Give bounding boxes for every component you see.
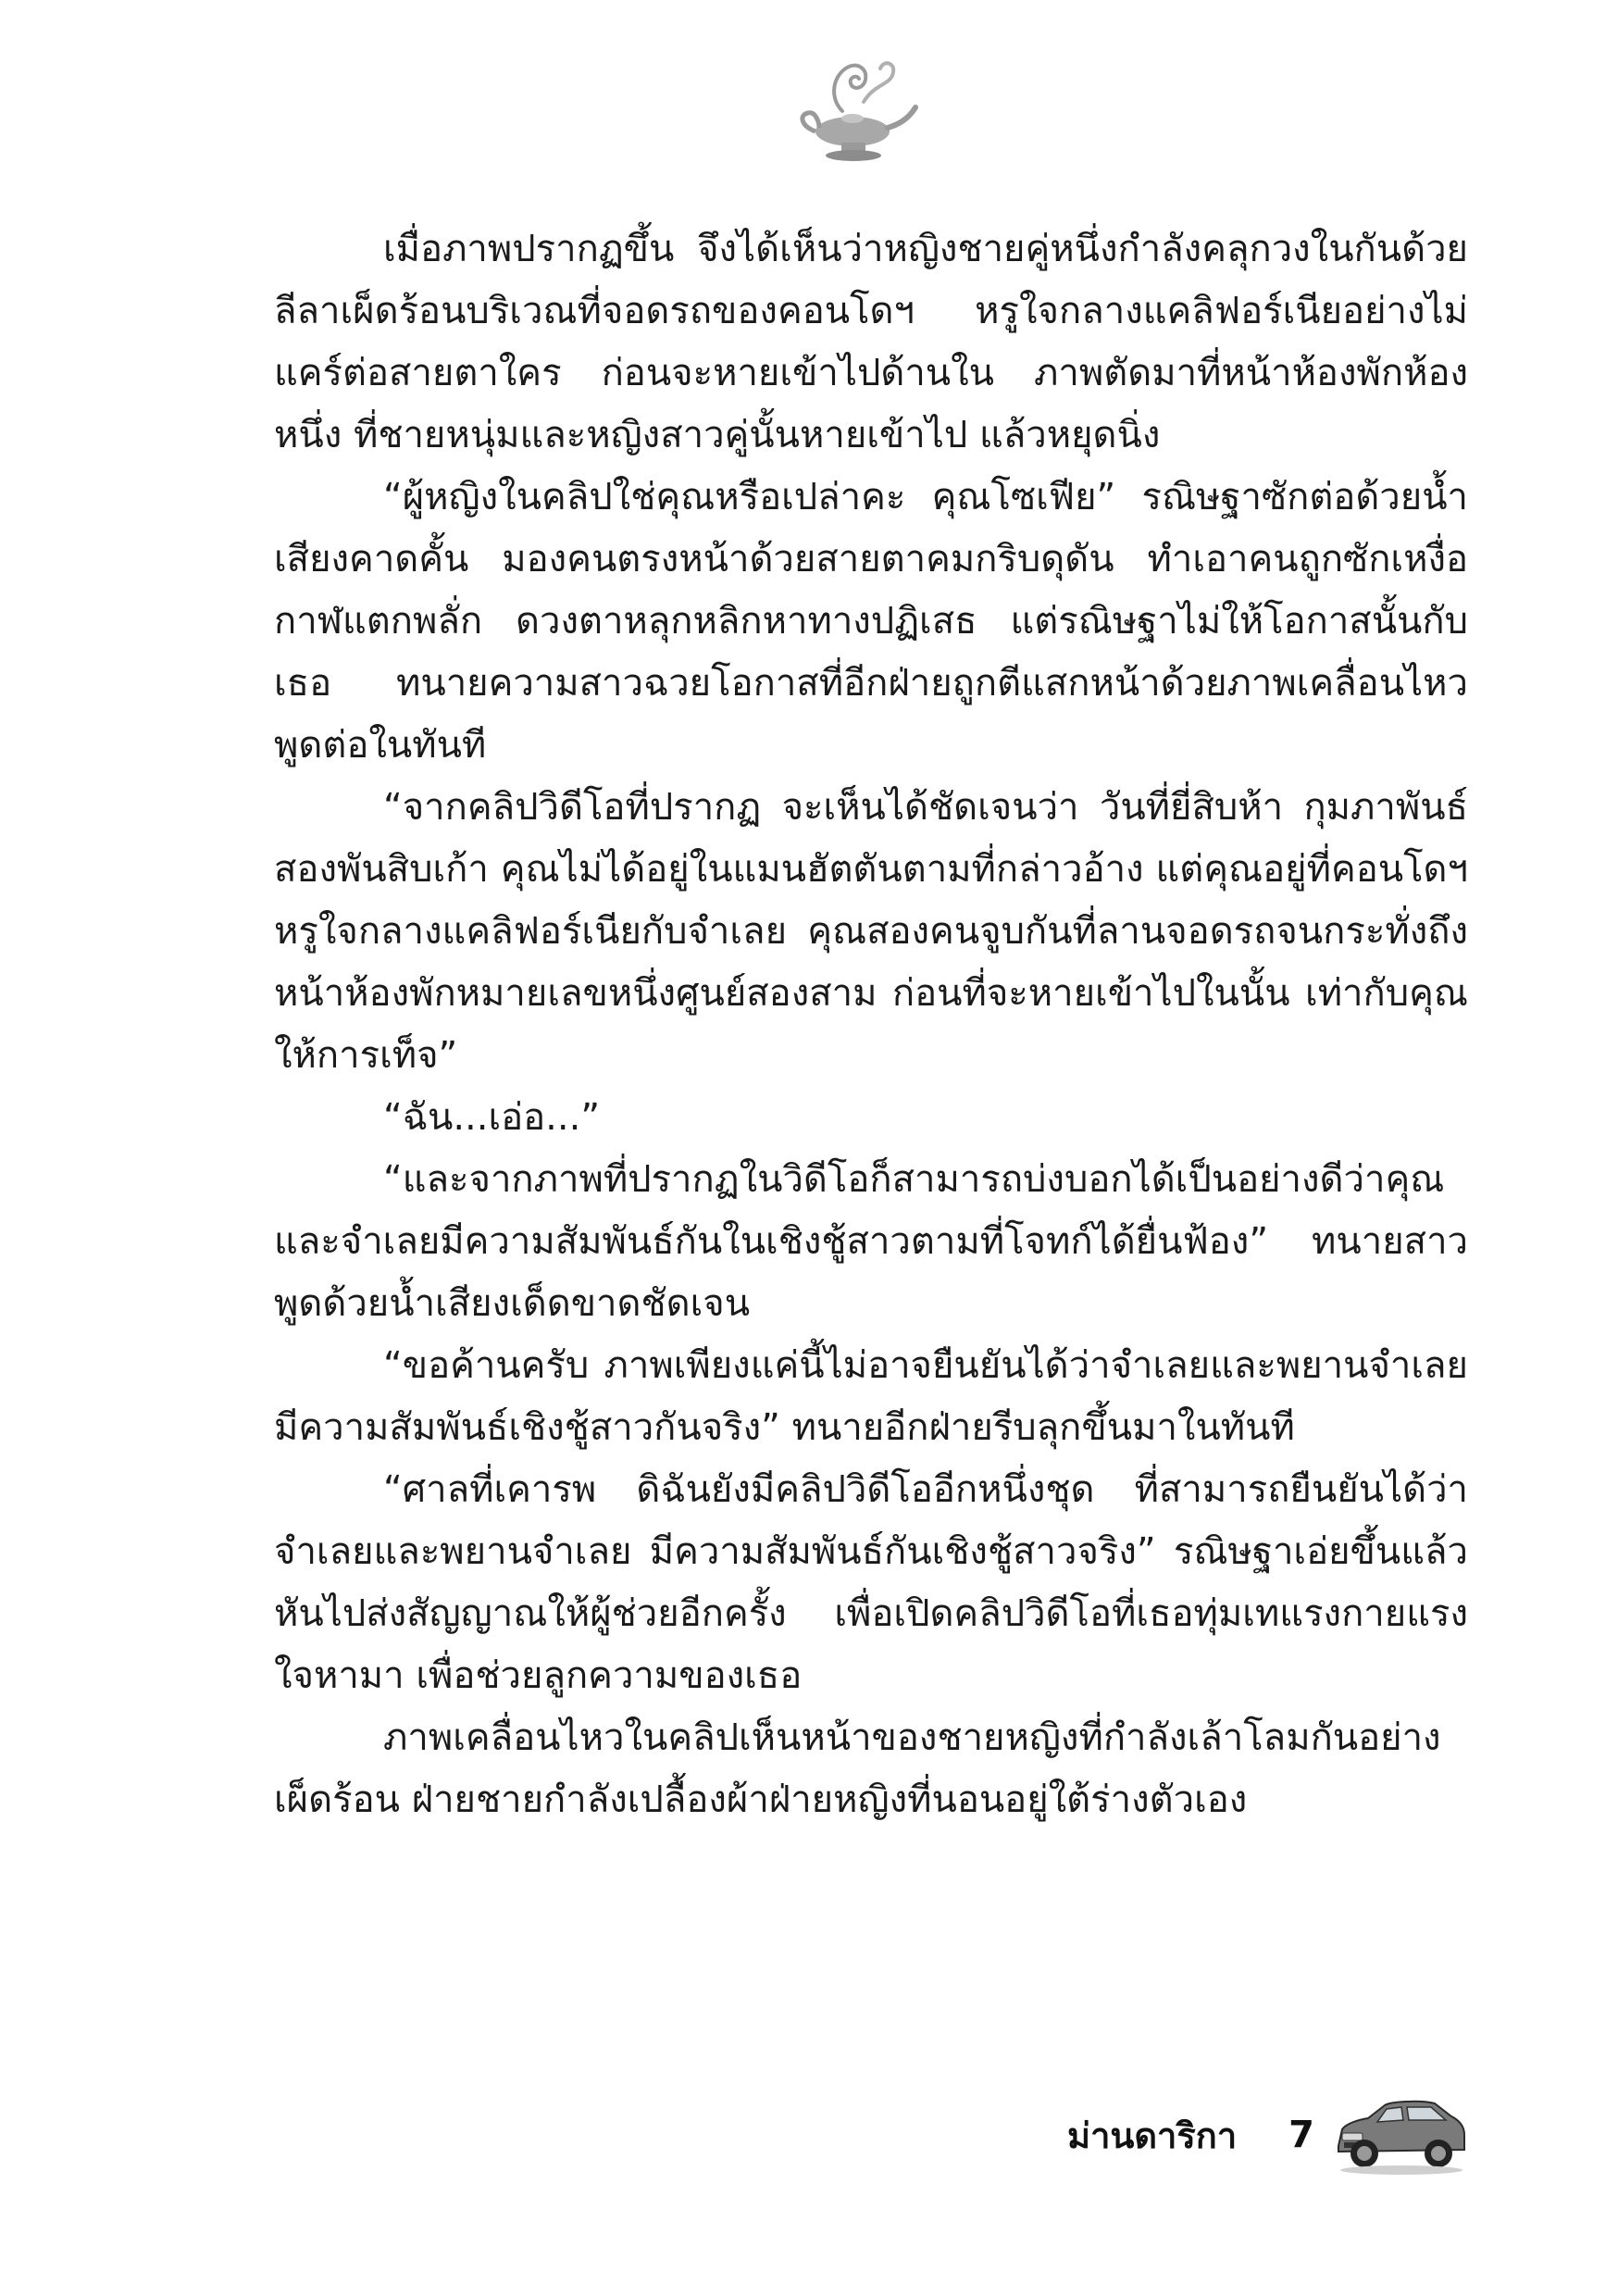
suv-car-icon [1331, 2092, 1470, 2177]
page-number: 7 [1288, 2114, 1314, 2156]
paragraph: “ขอค้านครับ ภาพเพียงแค่นี้ไม่อาจยืนยันได้ว่าจำเลยและพยานจำเลยมีความสัมพันธ์เชิงชู้สาวกันจริง” ทนายอีกฝ่ายรีบลุกขึ้นมาในทันที [274, 1344, 1468, 1449]
genie-lamp-icon [791, 46, 921, 167]
paragraph: “จากคลิปวิดีโอที่ปรากฏ จะเห็นได้ชัดเจนว่า วันที่ยี่สิบห้า กุมภาพันธ์สองพันสิบเก้า คุณไม่ได้อยู่ในแมนฮัตตันตามที่กล่าวอ้าง แต่คุณอยู่ที่คอนโดฯ หรูใจกลางแคลิฟอร์เนียกับจำเลย คุณสองคนจูบกันที่ลานจอดรถจนกระทั่งถึงหน้าห้องพักหมายเลขหนึ่งศูนย์สองสาม ก่อนที่จะหายเข้าไปในนั้น เท่ากับคุณให้การเท็จ” [274, 786, 1468, 1077]
paragraph: “ศาลที่เคารพ ดิฉันยังมีคลิปวิดีโออีกหนึ่งชุด ที่สามารถยืนยันได้ว่าจำเลยและพยานจำเลย มีความสัมพันธ์กันเชิงชู้สาวจริง” รณิษฐาเอ่ยขึ้นแล้วหันไปส่งสัญญาณให้ผู้ช่วยอีกครั้ง เพื่อเปิดคลิปวิดีโอที่เธอทุ่มเทแรงกายแรงใจหามา เพื่อช่วยลูกความของเธอ [274, 1468, 1468, 1697]
page-footer [1067, 2089, 1470, 2181]
paragraph: “และจากภาพที่ปรากฏในวิดีโอก็สามารถบ่งบอกได้เป็นอย่างดีว่าคุณและจำเลยมีความสัมพันธ์กันในเชิงชู้สาวตามที่โจทก์ได้ยื่นฟ้อง” ทนายสาวพูดด้วยน้ำเสียงเด็ดขาดชัดเจน [274, 1158, 1468, 1325]
author-name: ม่านดาริกา [1067, 2115, 1238, 2156]
page-body [274, 218, 1468, 1831]
paragraph: เมื่อภาพปรากฏขึ้น จึงได้เห็นว่าหญิงชายคู่หนึ่งกำลังคลุกวงในกันด้วยลีลาเผ็ดร้อนบริเวณที่จอดรถของคอนโดฯ หรูใจกลางแคลิฟอร์เนียอย่างไม่แคร์ต่อสายตาใคร ก่อนจะหายเข้าไปด้านใน ภาพตัดมาที่หน้าห้องพักห้องหนึ่ง ที่ชายหนุ่มและหญิงสาวคู่นั้นหายเข้าไป แล้วหยุดนิ่ง [274, 228, 1468, 456]
paragraph: “ฉัน...เอ่อ...” [383, 1096, 601, 1139]
paragraph: “ผู้หญิงในคลิปใช่คุณหรือเปล่าคะ คุณโซเฟีย” รณิษฐาซักต่อด้วยน้ำเสียงคาดคั้น มองคนตรงหน้าด้วยสายตาคมกริบดุดัน ทำเอาคนถูกซักเหงื่อกาฬแตกพลั่ก ดวงตาหลุกหลิกหาทางปฏิเสธ แต่รณิษฐาไม่ให้โอกาสนั้นกับเธอ ทนายความสาวฉวยโอกาสที่อีกฝ่ายถูกตีแสกหน้าด้วยภาพเคลื่อนไหว พูดต่อในทันที [274, 476, 1468, 767]
paragraph: ภาพเคลื่อนไหวในคลิปเห็นหน้าของชายหญิงที่กำลังเล้าโลมกันอย่างเผ็ดร้อน ฝ่ายชายกำลังเปลื้องผ้าฝ่ายหญิงที่นอนอยู่ใต้ร่างตัวเอง [274, 1716, 1441, 1821]
